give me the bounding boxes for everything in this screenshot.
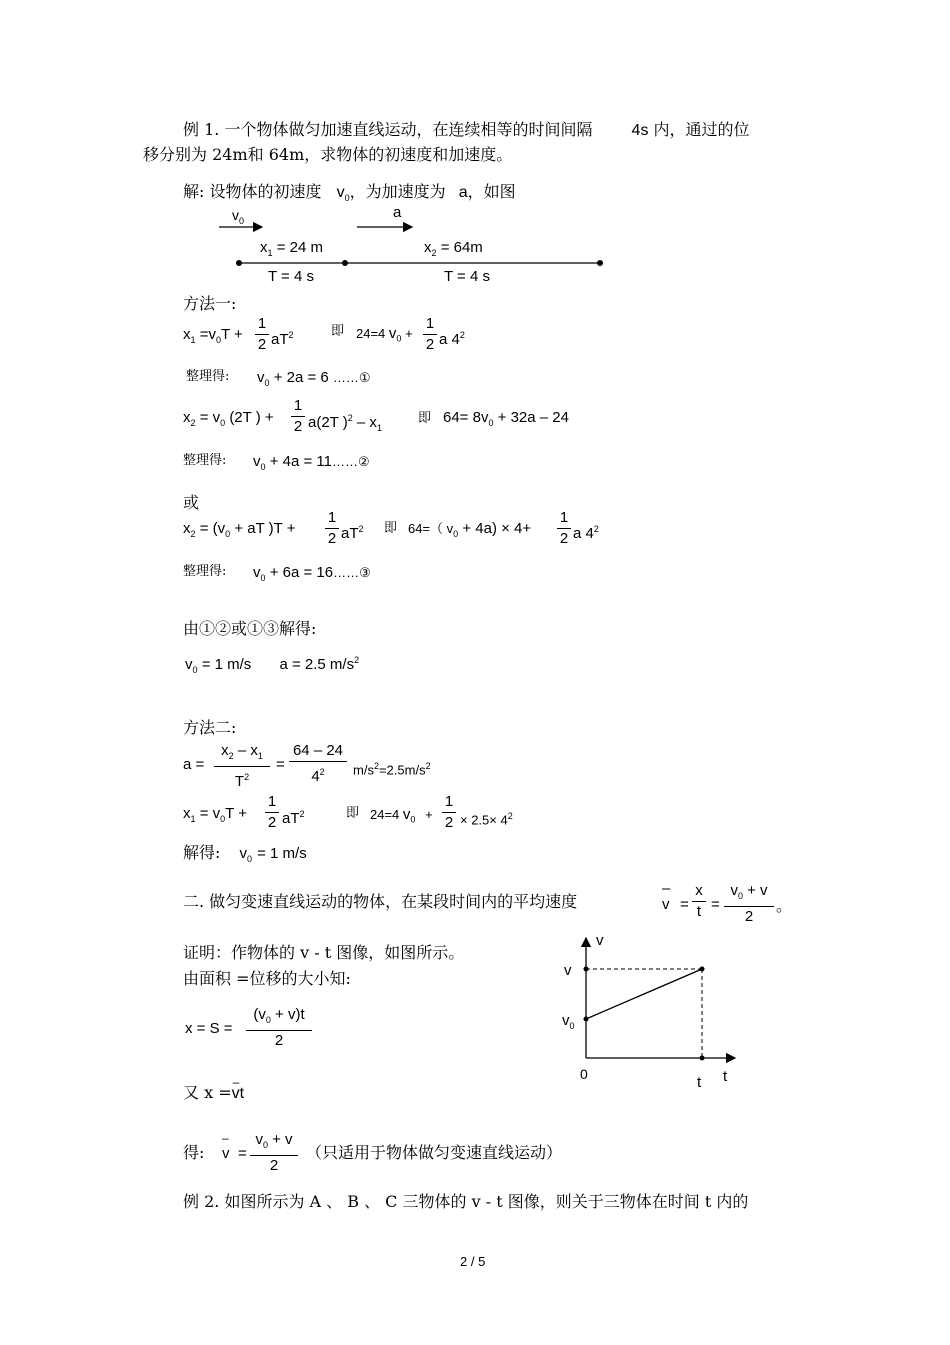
m1-solve-label: 由①②或①③解得:	[183, 619, 317, 638]
graph-t-label: t	[697, 1074, 702, 1091]
m2-a-eq: a =	[183, 756, 205, 773]
m2-eq-x1: $x_1 = v_0T$ +	[183, 805, 247, 824]
m1-eq1-frac2: 1 2	[423, 315, 437, 354]
m1-eq2-tail: a(2T )$^2 - x_1$	[308, 413, 382, 433]
fig-x2-label: $x_2 = 64m$	[424, 239, 483, 258]
m1-eq1-a4: a $4^2$	[439, 330, 465, 348]
fig-t2-label: T = 4 s	[444, 268, 490, 285]
m2-solve: 解得: $v_0 = 1$ m/s	[183, 843, 307, 865]
m1-simp3-label: 整理得:	[183, 564, 227, 579]
m1-eq3-a4: a $4^2$	[573, 524, 599, 542]
m1-eq2-frac: 1 2	[291, 397, 305, 436]
graph-axis-t: t	[723, 1068, 728, 1085]
m1-result: $v_0 = 1$ m/s a = 2.5 $m/s^2$	[185, 655, 360, 675]
fig-t1-label: T = 4 s	[268, 268, 314, 285]
fig-x1-label: $x_1 = 24$ m	[260, 239, 323, 258]
m1-eq2-sub: $64= 8v_0 + 32a - 24$	[443, 409, 569, 428]
m1-eq3-frac: 1 2	[325, 509, 339, 548]
m1-simp2-label: 整理得:	[183, 453, 227, 468]
m1-eq3-left: $x_2 = (v_0$ + aT )T +	[183, 520, 296, 539]
graph-axis-v: v	[596, 932, 604, 949]
ex2-text: 例 2. 如图所示为 A 、 B 、 C 三物体的 v - t 图像，则关于三物体在时间 t 内的	[183, 1192, 749, 1211]
xs-eq: x = S =	[185, 1020, 233, 1037]
section2-frac-xt: x t	[692, 882, 706, 921]
m2-frac1: $x_2 - x_1$ $T^2$	[214, 742, 270, 791]
m1-eq3-frac2: 1 2	[557, 509, 571, 548]
m2-sub-tail: × $2.5\times 4^2$	[460, 811, 513, 828]
m1-simp2-eq: $v_0 + 4a$ = 11……②	[253, 453, 370, 472]
fig-a-label: a	[393, 204, 402, 221]
m2-eq-sign: =	[276, 756, 285, 773]
m1-or: 或	[183, 493, 200, 512]
fig-v0-label: $v_0$	[232, 207, 245, 226]
m1-simp3-eq: $v_0 + 6a$ = 16……③	[253, 564, 371, 583]
m1-eq1-aT: $aT^2$	[271, 330, 294, 348]
m2-sub: 24=4 $v_0$ +	[370, 806, 433, 825]
graph-v0-label: $v_0$	[562, 1012, 575, 1031]
get-vbar: v	[222, 1145, 230, 1162]
point-mid	[342, 260, 348, 266]
m1-simp1-label: 整理得:	[186, 369, 230, 384]
m1-eq3-aT: $aT^2$	[341, 524, 364, 542]
proof-line2: 由面积 =位移的大小知:	[183, 969, 351, 988]
section2-vbar: v	[662, 896, 670, 913]
point-end	[597, 260, 603, 266]
m1-eq2-left: $x_2 = v_0$ (2T ) +	[183, 409, 274, 428]
ex1-line2: 移分别为 24m和 64m，求物体的初速度和加速度。	[143, 145, 513, 164]
m2-eq-aT: $aT^2$	[282, 809, 305, 827]
m1-eq1-frac: 1 2	[255, 315, 269, 354]
xs-frac: $(v_0 + v)t$ 2	[246, 1006, 312, 1050]
graph-line	[586, 969, 702, 1019]
m2-frac3: 1 2	[265, 793, 279, 832]
page-number: 2 / 5	[460, 1254, 486, 1269]
solution-intro: 解: 设物体的初速度 $v_0$，为加速度为 a，如图	[183, 182, 516, 204]
m1-eq3-sub: 64=（ $v_0 + 4a) \times 4+$	[408, 520, 532, 539]
method2-heading: 方法二:	[183, 718, 237, 737]
m1-eq1-sub: 24=4 $v_0$ +	[356, 325, 413, 344]
get-note: （只适用于物体做匀变速直线运动）	[306, 1143, 563, 1162]
proof-line1: 证明：作物体的 v - t 图像，如图所示。	[183, 943, 465, 962]
m2-unit: $m/s^2=2.5m/s^2$	[353, 761, 431, 778]
method1-heading: 方法一:	[183, 294, 237, 313]
m1-eq3-ji: 即	[384, 521, 398, 536]
get-frac: $v_0 + v$ 2	[250, 1131, 298, 1175]
ex1-line1: 例 1. 一个物体做匀加速直线运动，在连续相等的时间间隔 4s 内，通过的位	[183, 120, 750, 139]
section2-text: 二. 做匀变速直线运动的物体，在某段时间内的平均速度	[183, 892, 578, 911]
get-label: 得:	[183, 1143, 205, 1162]
m2-frac4: 1 2	[442, 793, 456, 832]
m1-simp1-eq: $v_0 + 2a = 6$ ……①	[257, 369, 371, 388]
m1-eq2-ji: 即	[418, 411, 432, 426]
also-eq: 又 x = – vt	[183, 1075, 245, 1102]
m1-eq1-ji: 即	[331, 324, 345, 339]
graph-origin: 0	[580, 1066, 588, 1082]
m2-ji: 即	[346, 806, 360, 821]
m1-eq1-left: $x_1 =v_0T$ +	[183, 326, 243, 345]
graph-v-label: v	[564, 962, 572, 979]
section2-frac-avg: $v_0 + v$ 2	[724, 882, 774, 926]
point-start	[236, 260, 242, 266]
m2-frac2: 64 – 24 $4^2$	[289, 742, 347, 786]
